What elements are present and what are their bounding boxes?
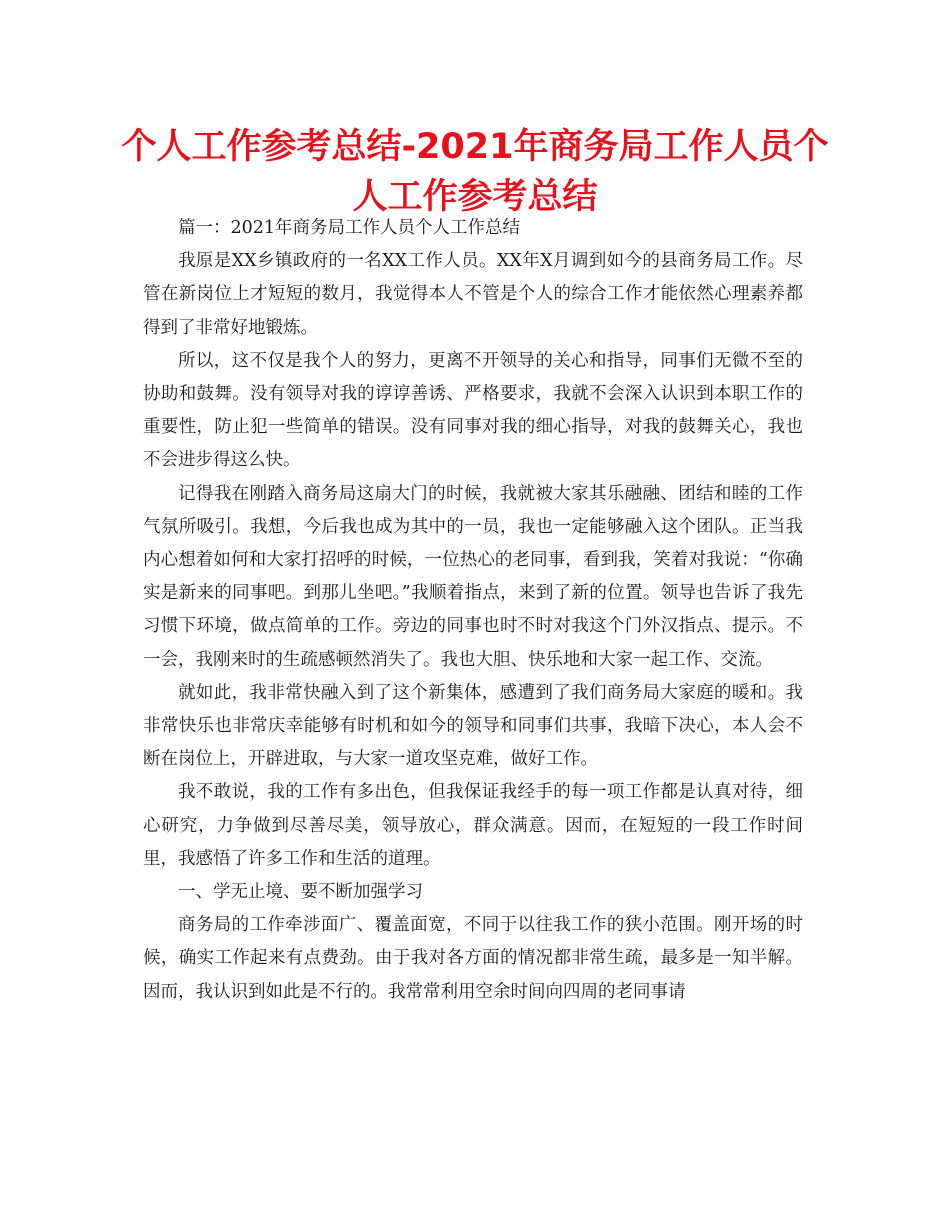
- paragraph: 商务局的工作牵涉面广、覆盖面宽，不同于以往我工作的狭小范围。刚开场的时候，确实工作起来有点费劲。由于我对各方面的情况都非常生疏，最多是一知半解。因而，我认识到如此是不行的。我常常利用空余时间向四周的老同事请: [143, 915, 803, 1002]
- paragraph: 我原是XX乡镇政府的一名XX工作人员。XX年X月调到如今的县商务局工作。尽管在新岗位上才短短的数月，我觉得本人不管是个人的综合工作才能依然心理素养都得到了非常好地锻炼。: [143, 251, 803, 338]
- paragraph: 记得我在刚踏入商务局这扇大门的时候，我就被大家其乐融融、团结和睦的工作气氛所吸引。我想，今后我也成为其中的一员，我也一定能够融入这个团队。正当我内心想着如何和大家打招呼的时候，一位热心的老同事，看到我，笑着对我说：“你确实是新来的同事吧。到那儿坐吧。”我顺着指点，来到了新的位置。领导也告诉了我先习惯下环境，做点简单的工作。旁边的同事也时不时对我这个门外汉指点、提示。不一会，我刚来时的生疏感顿然消失了。我也大胆、快乐地和大家一起工作、交流。: [143, 483, 803, 670]
- paragraph: 我不敢说，我的工作有多出色，但我保证我经手的每一项工作都是认真对待，细心研究，力争做到尽善尽美，领导放心，群众满意。因而，在短短的一段工作时间里，我感悟了许多工作和生活的道理。: [143, 782, 803, 869]
- document-title: 个人工作参考总结-2021年商务局工作人员个人工作参考总结: [121, 127, 829, 217]
- section-heading: 一、学无止境、要不断加强学习: [178, 882, 423, 903]
- paragraph: 所以，这不仅是我个人的努力，更离不开领导的关心和指导，同事们无微不至的协助和鼓舞。没有领导对我的谆谆善诱、严格要求，我就不会深入认识到本职工作的重要性，防止犯一些简单的错误。没有同事对我的细心指导，对我的鼓舞关心，我也不会进步得这么快。: [143, 350, 803, 471]
- paragraph: 就如此，我非常快融入到了这个新集体，感遭到了我们商务局大家庭的暖和。我非常快乐也非常庆幸能够有时机和如今的领导和同事们共事，我暗下决心，本人会不断在岗位上，开辟进取，与大家一道攻坚克难，做好工作。: [143, 682, 803, 770]
- document-body: [143, 212, 803, 1009]
- paragraph: 篇一：2021年商务局工作人员个人工作总结: [178, 218, 521, 238]
